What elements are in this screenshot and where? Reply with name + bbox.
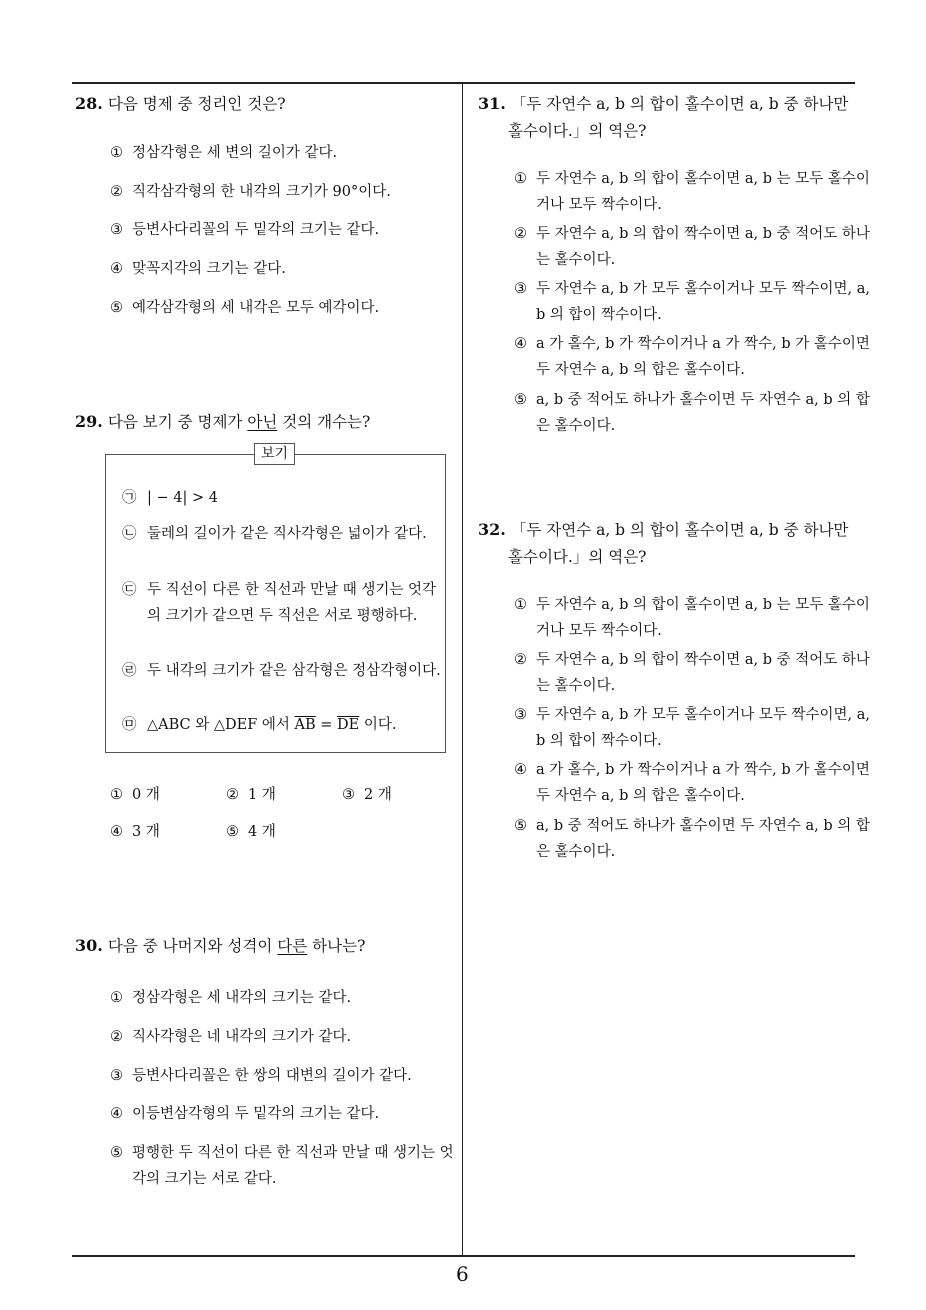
option-text: 2 개	[364, 787, 392, 803]
question-31-stem	[478, 90, 868, 145]
q31-option-5[interactable]	[514, 387, 870, 439]
option-text: a, b 중 적어도 하나가 홀수이면 두 자연수 a, b 의 합은 홀수이다.	[536, 818, 870, 860]
option-text: 정삼각형은 세 변의 길이가 같다.	[132, 145, 338, 161]
option-mark: ⑤	[110, 300, 123, 316]
option-mark: ③	[110, 222, 123, 238]
question-text: 다음 명제 중 정리인 것은?	[107, 95, 286, 113]
option-text: 두 자연수 a, b 의 합이 홀수이면 a, b 는 모두 홀수이거나 모두 짝수이다.	[536, 597, 870, 639]
q30-option-1[interactable]	[110, 985, 351, 1011]
q30-option-4[interactable]	[110, 1101, 379, 1127]
item-text: | − 4| > 4	[147, 490, 218, 506]
q29-option-4[interactable]	[110, 819, 160, 845]
option-text: 두 자연수 a, b 가 모두 홀수이거나 모두 짝수이면, a, b 의 합이 짝수이다.	[536, 281, 871, 323]
item-mark: ㉤	[122, 717, 137, 733]
underlined-word: 다른	[277, 937, 308, 955]
option-text: 두 자연수 a, b 가 모두 홀수이거나 모두 짝수이면, a, b 의 합이 짝수이다.	[536, 707, 871, 749]
question-number: 32.	[478, 520, 506, 539]
option-mark: ③	[342, 787, 355, 803]
q28-option-4[interactable]	[110, 256, 286, 282]
example-item-1	[122, 485, 432, 511]
q28-option-3[interactable]	[110, 217, 379, 243]
q29-option-3[interactable]	[342, 782, 392, 808]
option-text: a 가 홀수, b 가 짝수이거나 a 가 짝수, b 가 홀수이면 두 자연수 a, b 의 합은 홀수이다.	[536, 336, 870, 378]
q31-option-3[interactable]	[514, 276, 870, 328]
example-item-2	[122, 521, 447, 547]
option-text: a 가 홀수, b 가 짝수이거나 a 가 짝수, b 가 홀수이면 두 자연수 a, b 의 합은 홀수이다.	[536, 762, 870, 804]
top-rule	[72, 82, 855, 84]
option-mark: ④	[514, 336, 527, 352]
q28-option-5[interactable]	[110, 295, 379, 321]
option-text: 두 자연수 a, b 의 합이 짝수이면 a, b 중 적어도 하나는 홀수이다.	[536, 226, 870, 268]
option-mark: ⑤	[226, 824, 239, 840]
q32-option-1[interactable]	[514, 592, 870, 644]
item-text: 둘레의 길이가 같은 직사각형은 넓이가 같다.	[147, 526, 427, 542]
option-mark: ②	[226, 787, 239, 803]
q32-option-3[interactable]	[514, 702, 870, 754]
option-mark: ④	[110, 824, 123, 840]
page-number: 6	[456, 1262, 469, 1286]
example-box-label: 보기	[254, 443, 295, 465]
question-number: 31.	[478, 94, 506, 113]
option-mark: ⑤	[514, 818, 527, 834]
item-mark: ㉣	[122, 663, 137, 679]
option-text: 정삼각형은 세 내각의 크기는 같다.	[132, 990, 352, 1006]
question-text: 다음 보기 중 명제가	[107, 413, 248, 431]
q29-option-1[interactable]	[110, 782, 160, 808]
option-text: 평행한 두 직선이 다른 한 직선과 만날 때 생기는 엇각의 크기는 서로 같다.	[132, 1145, 454, 1187]
question-number: 28.	[75, 94, 103, 113]
question-text: 하나는?	[307, 937, 366, 955]
question-32-stem	[478, 516, 868, 571]
item-mark: ㉠	[122, 490, 137, 506]
q31-option-4[interactable]	[514, 331, 870, 383]
option-mark: ①	[514, 171, 527, 187]
q28-option-1[interactable]	[110, 140, 337, 166]
q31-option-1[interactable]	[514, 166, 870, 218]
q30-option-5[interactable]	[110, 1140, 462, 1192]
option-text: 이등변삼각형의 두 밑각의 크기는 같다.	[132, 1106, 380, 1122]
option-mark: ②	[514, 652, 527, 668]
item-text: 두 직선이 다른 한 직선과 만날 때 생기는 엇각의 크기가 같으면 두 직선은 서로 평행하다.	[147, 582, 436, 624]
option-text: 두 자연수 a, b 의 합이 짝수이면 a, b 중 적어도 하나는 홀수이다.	[536, 652, 870, 694]
option-text: 등변사다리꼴은 한 쌍의 대변의 길이가 같다.	[132, 1068, 412, 1084]
q30-option-2[interactable]	[110, 1024, 351, 1050]
example-item-4	[122, 658, 447, 684]
question-number: 29.	[75, 412, 103, 431]
q28-option-2[interactable]	[110, 179, 391, 205]
q31-option-2[interactable]	[514, 221, 870, 273]
question-28-stem	[75, 90, 455, 118]
q32-option-4[interactable]	[514, 757, 870, 809]
example-item-5	[122, 712, 432, 738]
option-mark: ②	[110, 1029, 123, 1045]
question-30-stem	[75, 932, 455, 960]
segment-de: $\overline{DE}$	[337, 717, 360, 733]
q29-option-2[interactable]	[226, 782, 276, 808]
option-mark: ⑤	[110, 1145, 123, 1161]
question-text: 「두 자연수 a, b 의 합이 홀수이면 a, b 중 하나만 홀수이다.」의 역은?	[508, 521, 849, 566]
item-text: 두 내각의 크기가 같은 삼각형은 정삼각형이다.	[147, 663, 441, 679]
option-text: 0 개	[132, 787, 160, 803]
item-text: △ABC 와 △DEF 에서	[147, 717, 295, 733]
option-mark: ③	[110, 1068, 123, 1084]
option-text: 1 개	[248, 787, 276, 803]
option-text: 두 자연수 a, b 의 합이 홀수이면 a, b 는 모두 홀수이거나 모두 짝수이다.	[536, 171, 870, 213]
q32-option-2[interactable]	[514, 647, 870, 699]
item-mark: ㉢	[122, 582, 137, 598]
example-item-3	[122, 577, 447, 629]
option-mark: ④	[110, 1106, 123, 1122]
option-text: 맞꼭지각의 크기는 같다.	[132, 261, 286, 277]
option-text: 등변사다리꼴의 두 밑각의 크기는 같다.	[132, 222, 380, 238]
item-text: 이다.	[359, 717, 397, 733]
question-text: 다음 중 나머지와 성격이	[107, 937, 278, 955]
option-mark: ④	[110, 261, 123, 277]
equals-sign: =	[315, 717, 338, 733]
option-mark: ③	[514, 281, 527, 297]
q30-option-3[interactable]	[110, 1063, 412, 1089]
option-mark: ①	[110, 145, 123, 161]
option-mark: ①	[110, 787, 123, 803]
option-text: 3 개	[132, 824, 160, 840]
option-text: 직사각형은 네 내각의 크기가 같다.	[132, 1029, 352, 1045]
option-mark: ①	[110, 990, 123, 1006]
option-mark: ④	[514, 762, 527, 778]
underlined-word: 아닌	[247, 413, 278, 431]
question-29-stem	[75, 408, 455, 436]
option-text: 직각삼각형의 한 내각의 크기가 90°이다.	[132, 184, 391, 200]
q29-option-5[interactable]	[226, 819, 276, 845]
column-divider	[462, 83, 463, 1256]
question-text: 것의 개수는?	[277, 413, 371, 431]
option-mark: ①	[514, 597, 527, 613]
option-text: a, b 중 적어도 하나가 홀수이면 두 자연수 a, b 의 합은 홀수이다.	[536, 392, 870, 434]
question-text: 「두 자연수 a, b 의 합이 홀수이면 a, b 중 하나만 홀수이다.」의 역은?	[508, 95, 849, 140]
question-number: 30.	[75, 936, 103, 955]
bottom-rule	[72, 1255, 855, 1257]
option-text: 예각삼각형의 세 내각은 모두 예각이다.	[132, 300, 380, 316]
q32-option-5[interactable]	[514, 813, 870, 865]
option-mark: ②	[110, 184, 123, 200]
item-mark: ㉡	[122, 526, 137, 542]
option-mark: ③	[514, 707, 527, 723]
option-text: 4 개	[248, 824, 276, 840]
segment-ab: $\overline{AB}$	[294, 717, 316, 733]
option-mark: ②	[514, 226, 527, 242]
option-mark: ⑤	[514, 392, 527, 408]
